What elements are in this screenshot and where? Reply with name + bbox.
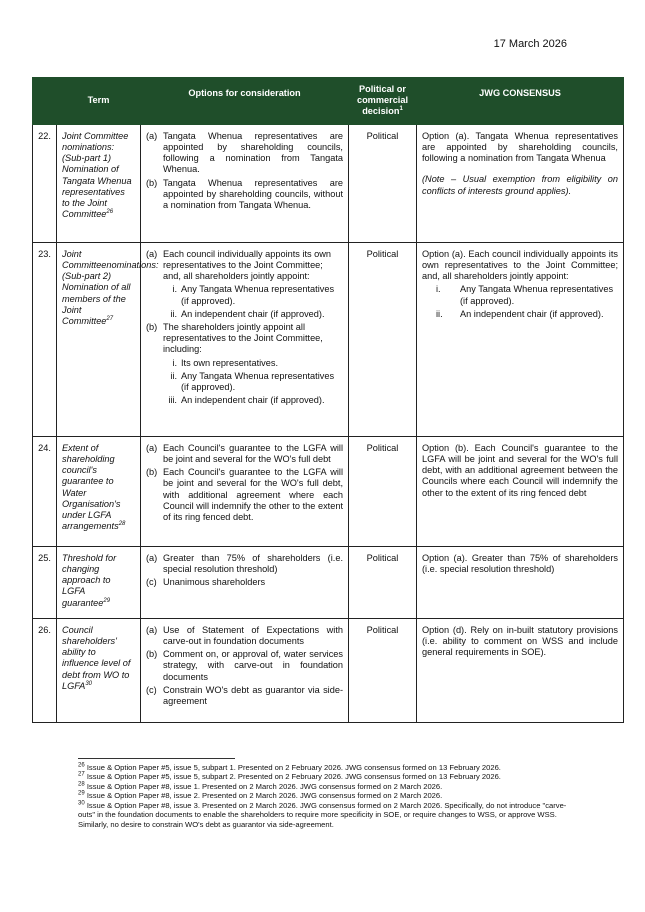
row-number: 22. (33, 124, 57, 242)
option-label: (c) (146, 684, 157, 695)
option-text: Constrain WO's debt as guarantor via side-agreement (163, 684, 343, 706)
option-label: (a) (146, 442, 158, 453)
option-item (146, 131, 343, 176)
sub-option-label: iii. (168, 395, 177, 406)
sub-option-item (163, 371, 343, 393)
row-consensus (417, 242, 624, 436)
option-item (146, 649, 343, 683)
footnote-ref: 27 (106, 315, 114, 322)
row-term (57, 124, 141, 242)
term-text: Extent of shareholding council's guarantee to Water Organisation's under LGFA arrangements (62, 442, 121, 532)
footnote-text: Issue & Option Paper #5, issue 5, subpart 2. Presented on 2 February 2026. JWG consensus formed on 13 February 2026. (86, 772, 501, 782)
footnote-number: 27 (78, 771, 85, 778)
footnote-divider (78, 758, 235, 759)
row-consensus: Option (a). Greater than 75% of shareholders (i.e. special resolution threshold) (417, 546, 624, 618)
option-item (146, 553, 343, 575)
row-options (141, 242, 349, 436)
option-text: The shareholders jointly appoint all representatives to the Joint Committee, including: (163, 321, 323, 355)
footnote-ref: 26 (106, 209, 114, 216)
header-jwg-consensus: JWG CONSENSUS (417, 78, 624, 125)
row-number: 26. (33, 618, 57, 722)
option-text: Comment on, or approval of, water services strategy, with carve-out in foundation documents (163, 649, 343, 682)
sub-option-label: i. (172, 357, 177, 368)
row-term (57, 242, 159, 436)
sub-option-label: ii. (170, 308, 177, 319)
option-label: (a) (146, 552, 158, 563)
consensus-sub-label: ii. (436, 308, 443, 319)
sub-option-item (163, 358, 343, 369)
sub-option-label: i. (172, 284, 177, 295)
option-item (146, 577, 343, 588)
option-text: Use of Statement of Expectations with carve-out in foundation documents (163, 624, 343, 646)
footnote-text: Issue & Option Paper #8, issue 2. Presented on 2 March 2026. JWG consensus formed on 2 March 2026. (86, 791, 443, 801)
term-text: Threshold for changing approach to LGFA guarantee (62, 552, 117, 608)
option-item (146, 178, 343, 212)
option-label: (b) (146, 177, 158, 188)
row-options (141, 124, 349, 242)
footnote-number: 26 (78, 762, 85, 769)
sub-option-text: Any Tangata Whenua representatives (if approved). (181, 370, 335, 393)
sub-option-text: An independent chair (if approved). (181, 395, 325, 406)
consensus-sub-item (436, 284, 618, 306)
option-text: Tangata Whenua representatives are appointed by shareholding councils, without a nomination from Tangata Whenua. (163, 177, 343, 210)
term-text: Council shareholders' ability to influence level of debt from WO to LGFA (62, 624, 131, 691)
footnote-text: Issue & Option Paper #5, issue 5, subpart 1. Presented on 2 February 2026. JWG consensus formed on 13 February 2026. (86, 763, 501, 772)
row-consensus (417, 124, 624, 242)
footnote-number: 30 (78, 800, 85, 807)
header-number (33, 78, 57, 125)
consensus-text: Option (a). Tangata Whenua representatives are appointed by shareholding councils, following a nomination from Tangata Whenua (422, 130, 618, 164)
option-text: Each Council's guarantee to the LGFA will be joint and several for the WO's full debt, with additional agreement where each Council will indemnify the other to the extent of its ring fenced debt. (163, 467, 343, 522)
row-consensus: Option (b). Each Council's guarantee to the LGFA will be joint and several for the WO's full debt, with an additional agreement between the Councils where each Council will indemnify the other to the extent of its ring fenced debt (417, 436, 624, 546)
header-term: Term (57, 78, 141, 125)
option-item (146, 467, 343, 523)
option-item (146, 322, 343, 356)
option-label: (b) (146, 649, 158, 660)
footnote-number: 29 (78, 790, 85, 797)
row-options (141, 618, 349, 722)
option-item (146, 249, 343, 283)
table-row (33, 546, 624, 618)
option-text: Each Council's guarantee to the LGFA will be joint and several for the WO's full debt (163, 442, 343, 464)
term-text: Joint Committee nominations: (Sub-part 1) Nomination of Tangata Whenua representatives to the Joint Committee (62, 130, 132, 220)
row-political: Political (349, 618, 417, 722)
header-political (349, 78, 417, 125)
option-item (146, 685, 343, 707)
sub-option-item (163, 284, 343, 306)
footnote-ref: 1 (399, 106, 403, 113)
table-header-row (33, 78, 624, 125)
row-term (57, 436, 141, 546)
footnote-ref: 30 (85, 680, 93, 687)
footnote (78, 772, 578, 781)
option-label: (a) (146, 130, 158, 141)
footnote-number: 28 (78, 781, 85, 788)
row-number: 24. (33, 436, 57, 546)
header-options: Options for consideration (141, 78, 349, 125)
option-label: (b) (146, 467, 158, 478)
sub-option-text: An independent chair (if approved). (181, 308, 325, 319)
footnotes (78, 763, 578, 829)
option-label: (c) (146, 577, 157, 588)
sub-option-label: ii. (170, 370, 177, 381)
option-text: Greater than 75% of shareholders (i.e. special resolution threshold) (163, 552, 343, 574)
consensus-sub-item (436, 309, 618, 320)
document-date: 17 March 2026 (493, 38, 567, 50)
option-text: Tangata Whenua representatives are appointed by shareholding councils, following a nomination from Tangata Whenua. (163, 130, 343, 175)
footnote-text: Issue & Option Paper #8, issue 1. Presented on 2 March 2026. JWG consensus formed on 2 March 2026. (86, 781, 443, 791)
footnote-text: Issue & Option Paper #8, issue 3. Presented on 2 March 2026. JWG consensus formed on 2 March 2026. Specifically, do not introduce "carve-outs" in the foundation documents to enable the shareholders to require more specificity in SOE, or require changes to WSS, or approve WSS. Similarly, no desire to constrain WO's debt as guarantor via side-agreement. (78, 800, 567, 829)
table-row (33, 618, 624, 722)
row-options (141, 546, 349, 618)
row-political: Political (349, 124, 417, 242)
option-item (146, 625, 343, 647)
consensus-note: (Note – Usual exemption from eligibility on conflicts of interests ground applies). (422, 174, 618, 196)
footnote (78, 801, 578, 829)
table-row (33, 124, 624, 242)
row-number: 25. (33, 546, 57, 618)
header-political-label: Political or commercial decision (356, 84, 409, 117)
option-item (146, 443, 343, 465)
consensus-sub-label: i. (436, 284, 441, 295)
decision-table (32, 77, 624, 723)
option-label: (a) (146, 624, 158, 635)
sub-option-item (163, 395, 343, 406)
row-political: Political (349, 546, 417, 618)
sub-option-text: Any Tangata Whenua representatives (if approved). (181, 284, 335, 306)
row-consensus: Option (d). Rely on in-built statutory provisions (i.e. ability to comment on WSS and include general requirements in SOE). (417, 618, 624, 722)
consensus-sub-text: An independent chair (if approved). (460, 308, 604, 319)
option-label: (a) (146, 248, 158, 259)
row-term (57, 546, 141, 618)
option-text: Unanimous shareholders (163, 577, 266, 588)
row-term (57, 618, 141, 722)
row-options (141, 436, 349, 546)
table-row (33, 436, 624, 546)
footnote-ref: 29 (103, 597, 111, 604)
consensus-text: Option (a). Each council individually appoints its own representatives to the Joint Committee; and, all shareholders jointly appoint: (422, 248, 618, 282)
footnote (78, 791, 578, 800)
table-row (33, 242, 624, 436)
option-text: Each council individually appoints its own representatives to the Joint Committee; and, all shareholders jointly appoint: (163, 248, 332, 282)
row-political: Political (349, 436, 417, 546)
sub-option-item (163, 309, 343, 320)
term-text: Joint Committeenominations: (Sub-part 2) Nomination of all members of the Joint Committee (62, 248, 159, 326)
consensus-sub-text: Any Tangata Whenua representatives (if approved). (460, 284, 614, 306)
sub-option-text: Its own representatives. (181, 357, 279, 368)
row-political: Political (349, 242, 417, 436)
footnote-ref: 28 (118, 521, 126, 528)
option-label: (b) (146, 321, 158, 332)
row-number: 23. (33, 242, 57, 436)
